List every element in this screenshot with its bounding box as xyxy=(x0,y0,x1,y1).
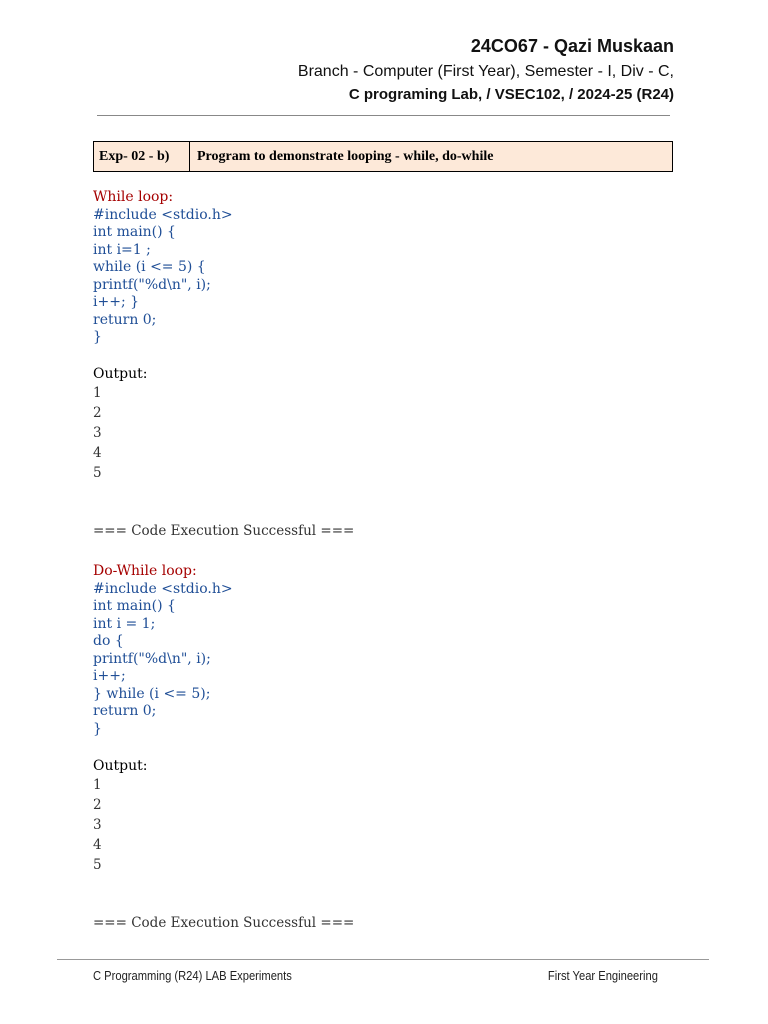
execution-message: === Code Execution Successful === xyxy=(93,523,355,539)
while-output xyxy=(93,365,673,483)
code-line: int i = 1; xyxy=(93,615,156,632)
output-label: Output: xyxy=(93,366,148,382)
code-line: while (i <= 5) { xyxy=(93,259,206,275)
code-line: do { xyxy=(93,633,124,649)
branch-info: Branch - Computer (First Year), Semester - I, Div - C, xyxy=(297,63,674,80)
page-header xyxy=(298,32,674,106)
output-line: 2 xyxy=(93,797,102,813)
dowhile-output xyxy=(93,757,673,875)
output-line: 5 xyxy=(93,857,102,873)
output-line: 1 xyxy=(93,385,102,401)
while-section xyxy=(93,189,673,347)
code-line: return 0; xyxy=(93,311,157,328)
code-line: return 0; xyxy=(93,703,157,719)
code-line: printf("%d\n", i); xyxy=(93,650,211,667)
code-line: i++; xyxy=(93,668,126,684)
footer-divider xyxy=(57,959,709,960)
footer-course: C Programming (R24) LAB Experiments xyxy=(93,968,292,983)
code-line: int main() { xyxy=(93,598,176,614)
code-line: } xyxy=(93,329,102,345)
code-line: i++; } xyxy=(93,294,140,310)
experiment-title: Program to demonstrate looping - while, do-while xyxy=(197,149,494,164)
code-line: int i=1 ; xyxy=(93,241,151,258)
code-line: printf("%d\n", i); xyxy=(93,276,211,293)
code-line: #include <stdio.h> xyxy=(93,580,233,597)
code-line: int main() { xyxy=(93,224,176,240)
while-title: While loop: xyxy=(93,189,174,205)
execution-message: === Code Execution Successful === xyxy=(93,915,355,931)
output-line: 5 xyxy=(93,465,102,481)
student-name: 24CO67 - Qazi Muskaan xyxy=(470,36,674,56)
output-line: 3 xyxy=(93,817,102,833)
dowhile-section xyxy=(93,563,673,738)
output-line: 4 xyxy=(93,837,102,853)
dowhile-title: Do-While loop: xyxy=(93,563,197,579)
output-line: 2 xyxy=(93,405,102,421)
output-line: 3 xyxy=(93,425,102,441)
code-line: } while (i <= 5); xyxy=(93,685,211,702)
experiment-table xyxy=(93,141,673,172)
header-divider xyxy=(97,115,670,116)
output-line: 1 xyxy=(93,777,102,793)
experiment-id: Exp- 02 - b) xyxy=(94,142,190,171)
code-line: #include <stdio.h> xyxy=(93,206,233,223)
code-line: } xyxy=(93,720,102,737)
footer-program: First Year Engineering xyxy=(547,968,658,983)
output-line: 4 xyxy=(93,445,102,461)
output-label: Output: xyxy=(93,758,148,774)
lab-info: C programing Lab, / VSEC102, / 2024-25 (R24) xyxy=(348,86,674,103)
